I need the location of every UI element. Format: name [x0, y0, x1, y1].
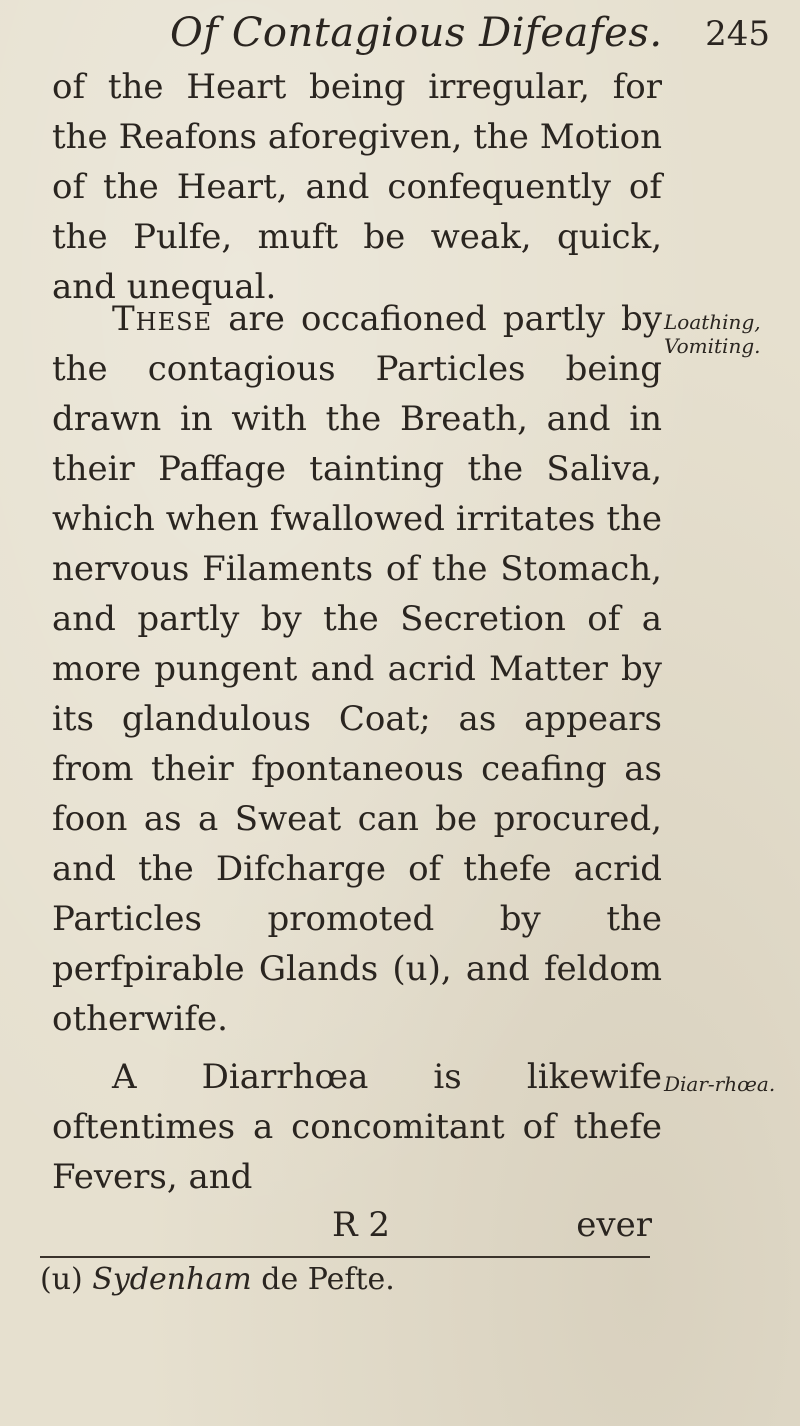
running-head: Of Contagious Difeafes. [170, 10, 663, 56]
paragraph-body: are occafioned partly by the contagious Particles being drawn in with the Breath, and in their Paffage tainting the Saliva, which when fwallowed irritates the nervous Filaments of the Stomach, and partly by the Secretion of a more pungent and acrid Matter by its glandulous Coat; as appears from their fpontaneous ceafing as foon as a Sweat can be procured, and the Difcharge of thefe acrid Particles promoted by the perfpirable Glands (u), and feldom otherwife. [52, 299, 662, 1039]
margin-note-diarrhoea: Diar-rhœa. [664, 1072, 776, 1096]
paragraph-diarrhoea: A Diarrhœa is likewife oftentimes a concomitant of thefe Fevers, and [52, 1057, 662, 1197]
paragraph-continuation: of the Heart being irregular, for the Reafons aforegiven, the Motion of the Heart, and confequently of the Pulfe, muft be weak, quick, and unequal. [52, 67, 662, 307]
margin-note-loathing: Loathing, Vomiting. [664, 310, 761, 358]
footnote-author: Sydenham [92, 1262, 252, 1297]
catchword: ever [576, 1205, 652, 1245]
catch-line [52, 1205, 662, 1255]
paragraph-loathing [52, 294, 662, 1044]
paragraph-lead-word: These [112, 299, 213, 339]
signature-mark: R 2 [332, 1205, 391, 1245]
footnote-title: de Pefte. [261, 1262, 395, 1297]
page-header [170, 10, 770, 58]
footnote [40, 1262, 395, 1297]
footnote-marker: (u) [40, 1262, 83, 1297]
footnote-rule [40, 1256, 650, 1258]
page-number: 245 [705, 14, 770, 54]
